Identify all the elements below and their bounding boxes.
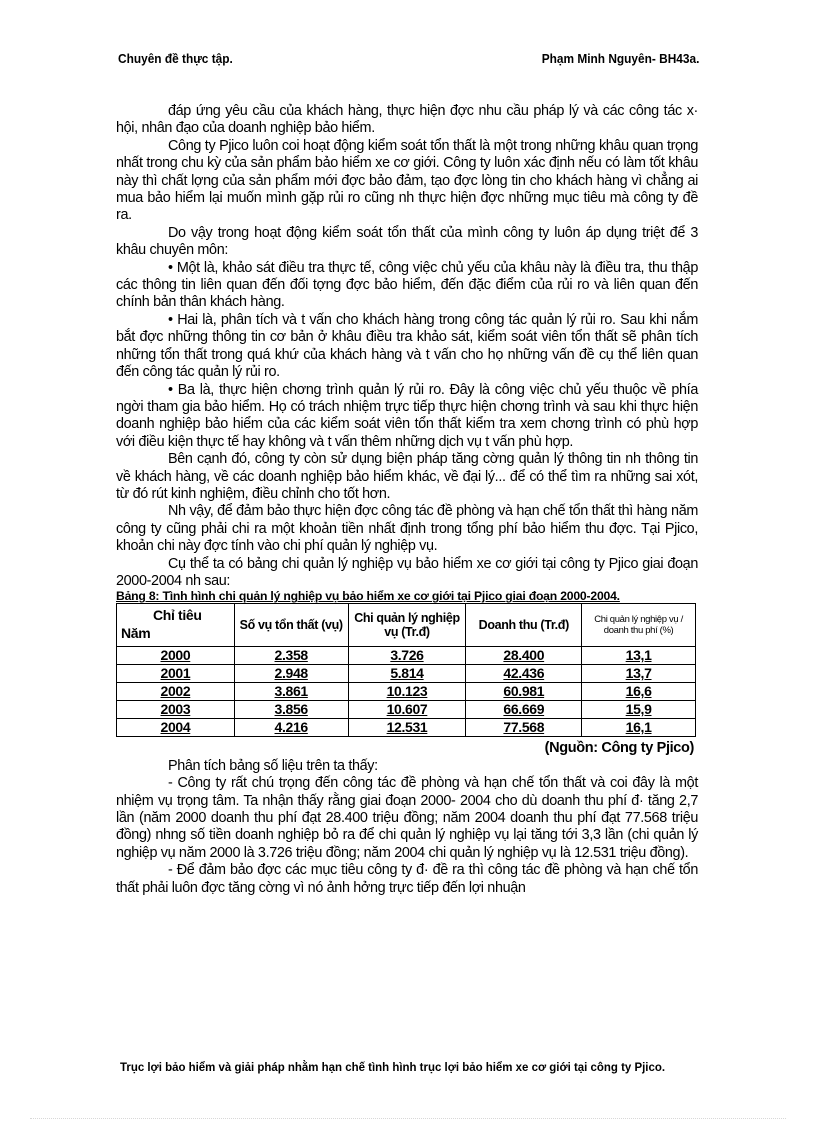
table-row xyxy=(117,647,696,665)
column-header: Số vụ tổn thất (vụ) xyxy=(234,604,348,647)
table-cell: 42.436 xyxy=(466,665,582,683)
paragraph: - Để đảm bảo đợc các mục tiêu công ty đ· đề ra thì công tác đề phòng và hạn chế tổn thất phải luôn đợc tăng cờng vì nó ảnh hởng trực tiếp đến lợi nhuận xyxy=(116,862,698,896)
column-header: Chi quản lý nghiệp vụ / doanh thu phí (%) xyxy=(582,604,696,647)
column-header: Chi quản lý nghiệp vụ (Tr.đ) xyxy=(348,604,466,647)
table-cell: 12.531 xyxy=(348,719,466,737)
bullet-icon: • xyxy=(168,311,173,328)
paragraph: Do vậy trong hoạt động kiểm soát tổn thất của mình công ty luôn áp dụng triệt để 3 khâu chuyên môn: xyxy=(116,224,698,259)
table-cell: 13,1 xyxy=(582,647,696,665)
table-cell: 3.861 xyxy=(234,683,348,701)
table-cell: 10.123 xyxy=(348,683,466,701)
page-body xyxy=(116,103,698,897)
paragraph: Công ty Pjico luôn coi hoạt động kiểm soát tổn thất là một trong những khâu quan trọng nhất trong chu kỳ của sản phẩm bảo hiểm xe cơ giới. Công ty luôn xác định nếu có làm tốt khâu này thì chất lợng của sản phẩm mới đợc bảo đảm, tạo đợc lòng tin cho khách hàng vì chẳng ai mua bảo hiểm lại muốn mình gặp rủi ro cũng nh thực hiện đợc những mục tiêu mà công ty đề ra. xyxy=(116,137,698,224)
table-cell: 15,9 xyxy=(582,701,696,719)
table-cell: 2004 xyxy=(117,719,235,737)
table-cell: 13,7 xyxy=(582,665,696,683)
table-cell: 28.400 xyxy=(466,647,582,665)
page-bottom-divider xyxy=(30,1118,786,1119)
paragraph: Nh vậy, để đảm bảo thực hiện đợc công tác đề phòng và hạn chế tổn thất thì hàng năm công ty cũng phải chi ra một khoản tiền nhất định trong tổng phí bảo hiểm thu đợc. Tại Pjico, khoản chi này đợc tính vào chi phí quản lý nghiệp vụ. xyxy=(116,503,698,555)
table-cell: 10.607 xyxy=(348,701,466,719)
paragraph: đáp ứng yêu cầu của khách hàng, thực hiện đợc nhu cầu pháp lý và các công tác x· hội, nhân đạo của doanh nghiệp bảo hiểm. xyxy=(116,103,698,137)
table-cell: 2001 xyxy=(117,665,235,683)
table-row xyxy=(117,683,696,701)
table-cell: 2000 xyxy=(117,647,235,665)
paragraph: Bên cạnh đó, công ty còn sử dụng biện pháp tăng cờng quản lý thông tin nh thông tin về khách hàng, về các doanh nghiệp bảo hiểm khác, về đại lý... để có thể tìm ra những sai xót, từ đó rút kinh nghiệm, điều chỉnh cho tốt hơn. xyxy=(116,451,698,502)
header-left: Chuyên đề thực tập. xyxy=(118,52,233,66)
page-header xyxy=(118,52,700,70)
column-header: Doanh thu (Tr.đ) xyxy=(466,604,582,647)
paragraph: Phân tích bảng số liệu trên ta thấy: xyxy=(168,757,378,774)
header-bottom-label: Năm xyxy=(121,625,151,642)
bullet-item xyxy=(116,382,698,452)
table-cell: 77.568 xyxy=(466,719,582,737)
table-cell: 2.358 xyxy=(234,647,348,665)
table-cell: 2003 xyxy=(117,701,235,719)
table-cell: 3.726 xyxy=(348,647,466,665)
bullet-icon: • xyxy=(168,259,173,276)
header-top-label: Chỉ tiêu xyxy=(153,607,202,624)
table-row xyxy=(117,701,696,719)
data-table xyxy=(116,603,696,737)
bullet-item xyxy=(116,260,698,312)
table-cell: 2002 xyxy=(117,683,235,701)
page-footer: Trục lợi bảo hiểm và giải pháp nhằm hạn chế tình hình trục lợi bảo hiểm xe cơ giới tại công ty Pjico. xyxy=(120,1060,666,1074)
table-header-row xyxy=(117,604,696,647)
bullet-text: Hai là, phân tích và t vấn cho khách hàng trong công tác quản lý rủi ro. Sau khi nắm bắt đợc những thông tin cơ bản ở khâu điều tra khảo sát, kiểm soát viên tổn thất sẽ phân tích những tổn thất trong quá khứ của khách hàng và t vấn cho họ những vấn đề cụ thể liên quan đến công tác quản lý rủi ro. xyxy=(116,311,698,381)
table-cell: 60.981 xyxy=(466,683,582,701)
table-caption: Bảng 8: Tình hình chi quản lý nghiệp vụ bảo hiểm xe cơ giới tại Pjico giai đoạn 2000-2004. xyxy=(116,589,620,604)
bullet-item xyxy=(116,312,698,382)
table-cell: 3.856 xyxy=(234,701,348,719)
table-row xyxy=(117,665,696,683)
table-cell: 5.814 xyxy=(348,665,466,683)
paragraph: - Công ty rất chú trọng đến công tác đề phòng và hạn chế tổn thất và coi đây là một nhiệm vụ trọng tâm. Ta nhận thấy rằng giai đoạn 2000- 2004 cho dù doanh thu phí đ· tăng 2,7 lần (năm 2000 doanh thu phí đạt 28.400 triệu đồng; năm 2004 doanh thu phí đạt 77.568 triệu đồng) nhng số tiền doanh nghiệp bỏ ra để chi quản lý nghiệp vụ lại tăng tới 3,3 lần (chi quản lý nghiệp vụ năm 2000 là 3.726 triệu đồng; năm 2004 chi quản lý nghiệp vụ là 12.531 triệu đồng). xyxy=(116,775,698,861)
table-cell: 66.669 xyxy=(466,701,582,719)
table-cell: 2.948 xyxy=(234,665,348,683)
bullet-icon: • xyxy=(168,381,173,398)
table-cell: 16,1 xyxy=(582,719,696,737)
header-right: Phạm Minh Nguyên- BH43a. xyxy=(541,52,700,66)
table-row xyxy=(117,719,696,737)
table-cell: 16,6 xyxy=(582,683,696,701)
paragraph: Cụ thể ta có bảng chi quản lý nghiệp vụ bảo hiểm xe cơ giới tại công ty Pjico giai đoạn 2000-2004 nh sau: xyxy=(116,555,698,589)
bullet-text: Một là, khảo sát điều tra thực tế, công việc chủ yếu của khâu này là điều tra, thu thập các thông tin liên quan đến đối tợng đợc bảo hiểm, đến đặc điểm của rủi ro và liên quan đến chính bản thân khách hàng. xyxy=(116,259,698,311)
bullet-text: Ba là, thực hiện chơng trình quản lý rủi ro. Đây là công việc chủ yếu thuộc về phía ngời tham gia bảo hiểm. Họ có trách nhiệm trực tiếp thực hiện chơng trình và sau khi thực hiện doanh nghiệp bảo hiểm của các kiểm soát viên tổn thất kiểm tra xem chơng trình có phù hợp với điều kiện thực tế hay không và t vấn thêm những dịch vụ t vấn phù hợp. xyxy=(116,381,698,450)
table-cell: 4.216 xyxy=(234,719,348,737)
table-corner-header xyxy=(117,604,235,647)
table-source: (Nguồn: Công ty Pjico) xyxy=(544,740,694,757)
